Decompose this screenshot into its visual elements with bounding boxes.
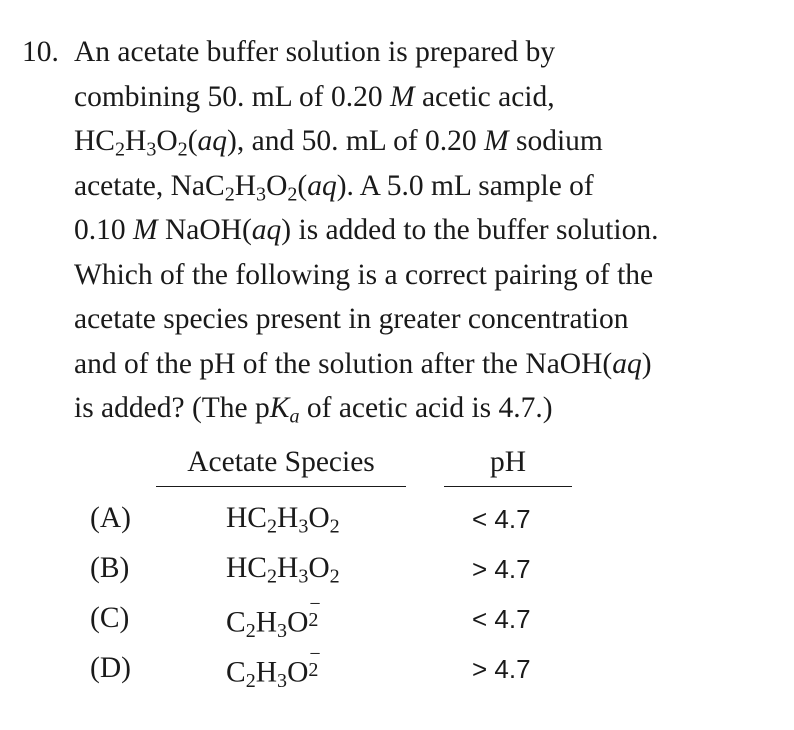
- option-species: $C_2H_3O$ − 2: [226, 592, 321, 643]
- option-row-b[interactable]: [0, 552, 794, 596]
- question-line-3: $HC_2H_3O_2(aq)$, and 50. mL of 0.20 M sodium: [74, 125, 603, 161]
- question-line-4: acetate, $NaC_2H_3O_2(aq)$. A 5.0 mL sample of: [74, 169, 594, 206]
- option-species: $HC_2H_3O_2$: [226, 502, 340, 538]
- option-ph: > 4.7: [472, 654, 531, 684]
- question-line-7: acetate species present in greater concentration: [74, 303, 629, 335]
- header-acetate-species: Acetate Species: [187, 446, 375, 478]
- header-rule-species: [156, 486, 406, 487]
- question-line-1: An acetate buffer solution is prepared by: [74, 36, 556, 68]
- option-row-d[interactable]: [0, 642, 794, 696]
- option-label: (D): [90, 652, 131, 684]
- option-ph: > 4.7: [472, 554, 531, 584]
- option-row-c[interactable]: [0, 592, 794, 646]
- question-line-6: Which of the following is a correct pairing of the: [74, 258, 654, 291]
- option-ph: < 4.7: [472, 504, 531, 534]
- option-ph: < 4.7: [472, 604, 531, 634]
- question-line-5: 0.10 M NaOH(aq) is added to the buffer solution.: [74, 214, 659, 246]
- question-line-2: combining 50. mL of 0.20 M acetic acid,: [74, 80, 555, 113]
- header-ph: pH: [489, 446, 527, 478]
- option-species: $HC_2H_3O_2$: [226, 552, 340, 588]
- question-line-9: is added? (The $pK_a$ of acetic acid is 4.7.): [74, 392, 553, 428]
- question-line-8: and of the pH of the solution after the NaOH(aq): [74, 347, 652, 380]
- option-species: $C_2H_3O$ − 2: [226, 642, 321, 693]
- header-rule-ph: [444, 486, 572, 487]
- option-row-a[interactable]: [0, 502, 794, 546]
- option-label: (C): [90, 602, 130, 634]
- option-label: (A): [90, 502, 131, 534]
- question-number: 10.: [22, 36, 59, 68]
- option-label: (B): [90, 552, 130, 584]
